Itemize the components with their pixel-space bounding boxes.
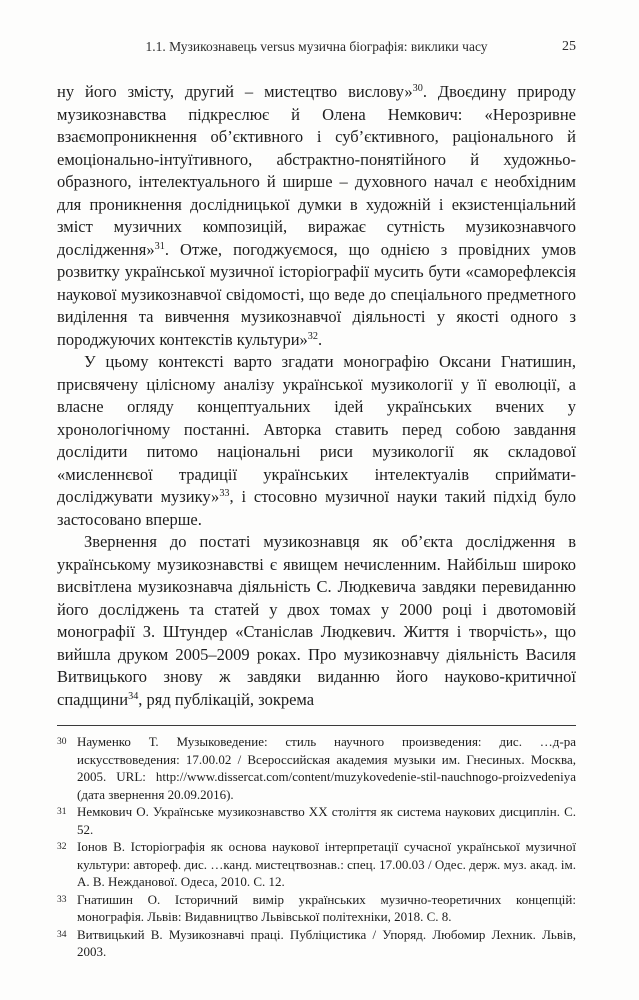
footnote <box>57 733 576 803</box>
footnote-number: 33 <box>57 894 67 905</box>
footnote-ref: 33 <box>219 488 230 500</box>
footnote-text: Науменко Т. Музыковедение: стиль научного произведения: дис. …д-ра искусствоведения: 17.00.02 / Всероссийская академия музыки им. Гнесиных. Москва, 2005. URL: http://www.dissercat.com/content/muzykovedenie-stil-nauchnogo-proizvedeniya (дата звернення 20.09.2016). <box>77 734 576 802</box>
footnote-ref: 34 <box>128 690 139 702</box>
paragraph-3: Звернення до постаті музикознавця як об’єкта дослідження в українському музикознавстві є явищем нечисленним. Найбільш широко висвітлена музикознавча діяльність С. Людкевича завдяки перевиданню його досліджень та статей у двох томах у 2000 році і двотомовій монографії З. Штундер «Станіслав Людкевич. Життя і творчість», що вийшла друком 2005–2009 роках. Про музикознавчу діяльність Василя Витвицького знову ж завдяки виданню його науково-критичної спадщини$^{34}$, ряд публікацій, зокрема <box>57 532 576 709</box>
page-number: 25 <box>562 39 576 54</box>
running-header <box>57 38 576 55</box>
footnote <box>57 803 576 838</box>
footnote-number: 34 <box>57 929 67 940</box>
footnote-number: 30 <box>57 737 67 747</box>
footnotes-section <box>57 725 576 961</box>
footnote <box>57 926 576 961</box>
footnote-text: Немкович О. Українське музикознавство ХХ століття як система наукових дисциплін. С. 52. <box>77 804 576 837</box>
footnote-text: Витвицький В. Музикознавчі праці. Публіцистика / Упоряд. Любомир Лехник. Львів, 2003. <box>77 926 576 959</box>
footnote <box>57 838 576 891</box>
footnote-number: 31 <box>57 807 67 817</box>
footnote-number: 32 <box>57 842 67 852</box>
page-body <box>57 81 576 711</box>
footnote-ref: 31 <box>154 240 165 252</box>
running-title: 1.1. Музикознавець versus музична біографія: виклики часу <box>145 39 488 54</box>
footnote-ref: 32 <box>307 330 319 342</box>
paragraph-1: ну його змісту, другий – мистецтво вислову»$^{30}$. Двоєдину природу музикознавства підкреслює й Олена Немкович: «Нерозривне взаємопроникнення об’єктивного і суб’єктивного, раціонального й емоціонально-інтуїтивного, абстрактно-понятійного й художньо-образного, інтелектуального й ширше – духовного начал є необхідним для проникнення дослідницької думки в художній і екзистенціальний зміст музичних композицій, виражає сутність музикознавчого дослідження»$^{31}$. Отже, погоджуємося, що однією з провідних умов розвитку української музичної історіографії мусить бути «саморефлексія наукової музикознавчої свідомості, що веде до спеціального предметного виділення та вивчення музикознавчої діяльності у якості одного з породжуючих контекстів культури»$^{32}$. <box>57 82 576 349</box>
footnote <box>57 891 576 926</box>
footnote-ref: 30 <box>412 83 423 95</box>
paragraph-2: У цьому контексті варто згадати монографію Оксани Гнатишин, присвячену цілісному аналізу української музикології у її еволюції, а власне огляду концептуальних ідей українських вчених у хронологічному постанні. Авторка ставить перед собою завдання дослідити питомо національні риси музикології як складової «мисленнєвої традиції українських інтелектуалів сприймати-досліджувати музику»$^{33}$, і стосовно музичної науки такий підхід було застосовано вперше. <box>57 352 576 529</box>
footnote-text: Іонов В. Історіографія як основа наукової інтерпретації сучасної української музичної культури: автореф. дис. …канд. мистецтвознав.: спец. 17.00.03 / Одес. держ. муз. акад. ім. А. В. Нежданової. Одеса, 2010. С. 12. <box>77 839 576 889</box>
footnote-text: Гнатишин О. Історичний вимір українських музично-теоретичних концепцій: монографія. Львів: Видавництво Львівської політехніки, 2018. С. 8. <box>77 891 576 924</box>
